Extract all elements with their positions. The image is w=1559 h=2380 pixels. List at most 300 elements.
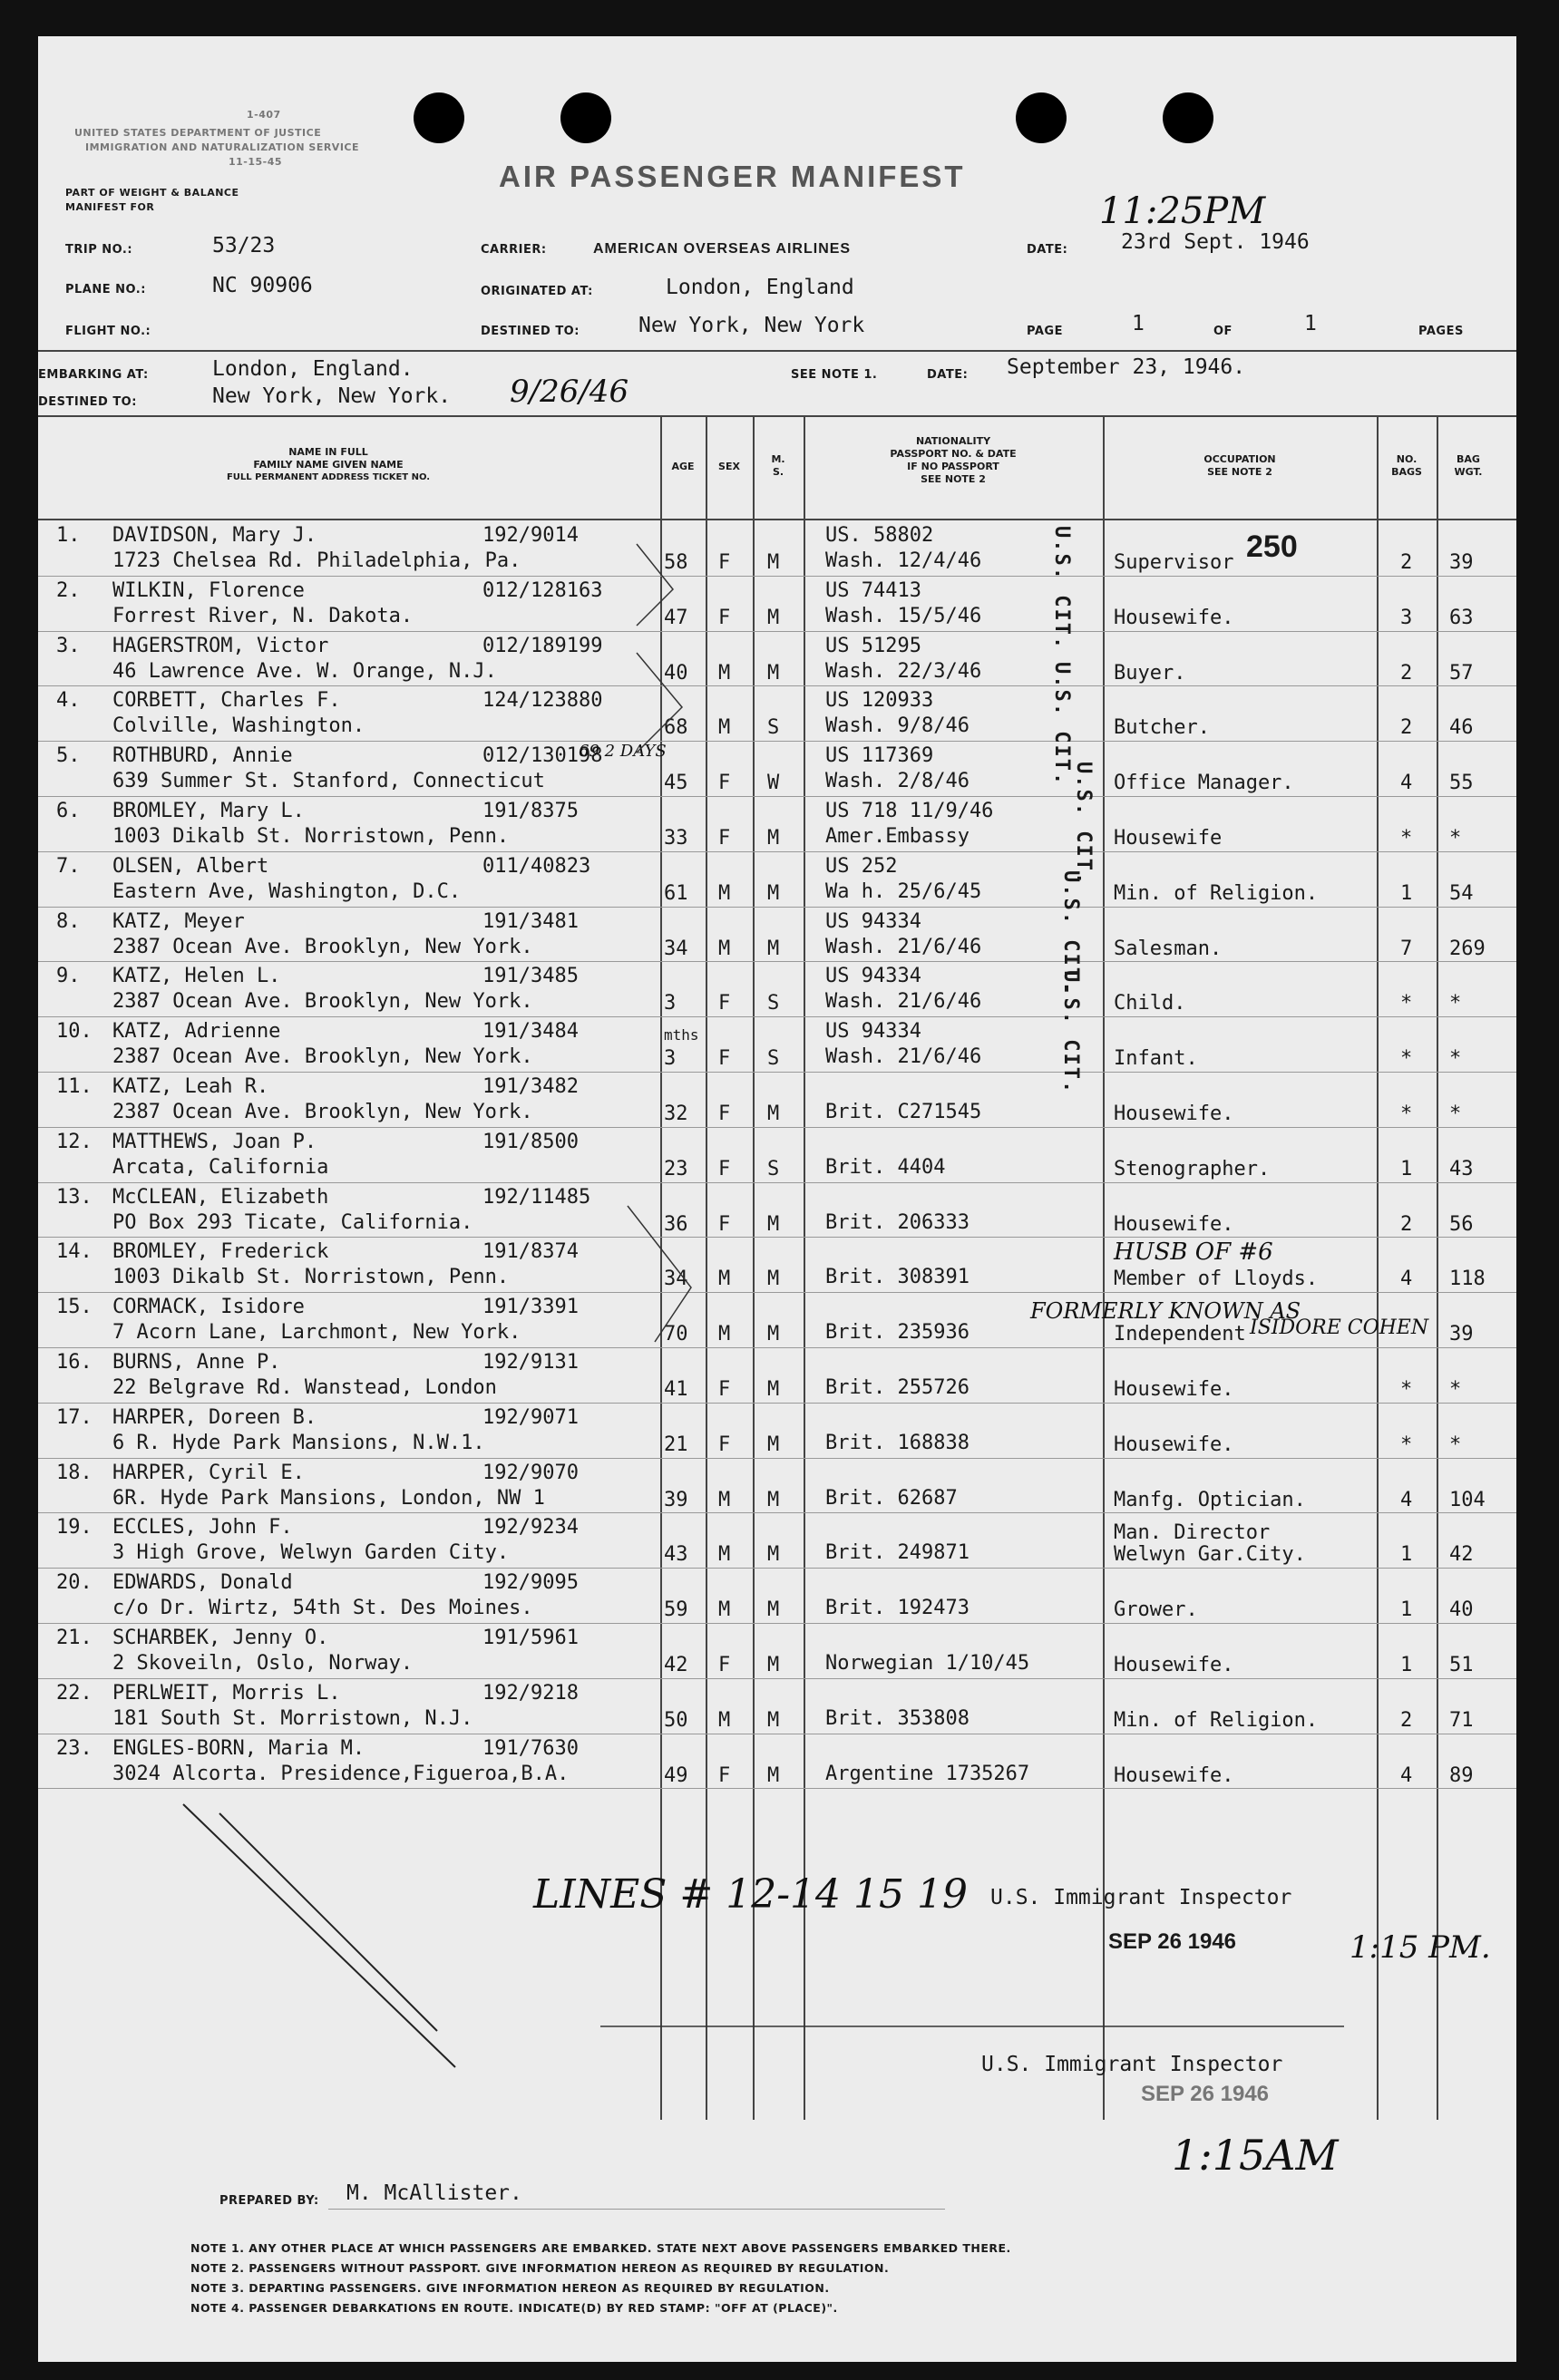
passenger-occupation: Housewife. (1114, 1378, 1234, 1401)
agency-line: UNITED STATES DEPARTMENT OF JUSTICE (74, 127, 322, 139)
passenger-name: MATTHEWS, Joan P. (112, 1130, 317, 1153)
passenger-occupation: Min. of Religion. (1114, 1708, 1319, 1732)
passenger-sex: F (718, 1047, 731, 1071)
passenger-address: Colville, Washington. (112, 714, 365, 738)
cormack-note: FORMERLY KNOWN AS (1030, 1298, 1301, 1324)
handwritten-time: 11:25PM (1099, 190, 1266, 232)
handwritten-date: 9/26/46 (510, 374, 629, 410)
prepared-by-label: PREPARED BY: (219, 2194, 319, 2208)
passenger-age: 68 (664, 716, 688, 740)
passenger-occupation: Grower. (1114, 1598, 1198, 1622)
passenger-marital-status: M (767, 827, 780, 850)
passport-number: US. 58802 (825, 524, 934, 547)
bag-weight: * (1449, 1378, 1462, 1401)
passport-number: US 74413 (825, 578, 921, 602)
ticket-number: 191/3391 (482, 1296, 579, 1319)
passenger-marital-status: S (767, 716, 780, 740)
passenger-sex: M (718, 1323, 731, 1346)
bag-count: 7 (1400, 937, 1413, 960)
ticket-number: 191/3485 (482, 965, 579, 988)
passport-date: Wash. 12/4/46 (825, 549, 982, 572)
row-number: 9. (56, 965, 81, 988)
ticket-number: 192/9234 (482, 1516, 579, 1540)
passenger-name: KATZ, Meyer (112, 909, 245, 933)
passport-number: US 94334 (825, 965, 921, 988)
see-note-label: SEE NOTE 1. (791, 368, 878, 382)
passenger-age: 36 (664, 1212, 688, 1236)
passenger-address: Eastern Ave, Washington, D.C. (112, 879, 462, 903)
passport-date: Wash. 21/6/46 (825, 990, 982, 1014)
passenger-name: BURNS, Anne P. (112, 1351, 281, 1374)
bag-weight: * (1449, 1103, 1462, 1125)
bag-weight: 89 (1449, 1763, 1474, 1787)
passport-date: Brit. 249871 (825, 1541, 970, 1565)
passenger-age: 40 (664, 661, 688, 685)
passenger-age: 47 (664, 606, 688, 629)
bag-count: * (1400, 1433, 1413, 1456)
passenger-marital-status: M (767, 1323, 780, 1346)
passenger-name: DAVIDSON, Mary J. (112, 524, 317, 547)
of-number: 1 (1304, 312, 1317, 335)
embarking: London, England. (212, 357, 414, 381)
ticket-number: 012/189199 (482, 634, 603, 657)
passport-number: US 51295 (825, 634, 921, 657)
row-number: 10. (56, 1020, 93, 1044)
passport-date: Wash. 21/6/46 (825, 935, 982, 958)
bag-weight: 57 (1449, 661, 1474, 685)
col-header-ms: M. S. (771, 453, 785, 478)
inspection-stamp: SEP 26 1946 (1108, 1929, 1237, 1954)
passenger-occupation: Housewife (1114, 827, 1223, 850)
embarking-label: EMBARKING AT: (38, 368, 149, 382)
bag-count: 1 (1400, 1654, 1413, 1676)
bottom-time-note: 1:15AM (1172, 2131, 1339, 2180)
row-number: 22. (56, 1681, 93, 1705)
passenger-sex: F (718, 1378, 731, 1401)
inspector-title: U.S. Immigrant Inspector (990, 1886, 1292, 1909)
passenger-address: 2387 Ocean Ave. Brooklyn, New York. (112, 1045, 533, 1069)
passenger-age: 33 (664, 827, 688, 850)
plane-no-label: PLANE NO.: (65, 283, 146, 296)
passenger-address: 2387 Ocean Ave. Brooklyn, New York. (112, 935, 533, 958)
passport-date: Brit. 4404 (825, 1155, 946, 1179)
trip-no-label: TRIP NO.: (65, 243, 133, 257)
passenger-occupation: Housewife. (1114, 606, 1234, 629)
bag-count: 4 (1400, 1488, 1413, 1511)
passenger-marital-status: M (767, 1543, 780, 1567)
passenger-sex: M (718, 661, 731, 685)
passenger-address: 3 High Grove, Welwyn Garden City. (112, 1541, 510, 1565)
row-number: 5. (56, 744, 81, 768)
row-number: 2. (56, 578, 81, 602)
passenger-age: 61 (664, 881, 688, 905)
passenger-occupation: Child. (1114, 992, 1186, 1015)
passenger-name: WILKIN, Florence (112, 578, 305, 602)
passenger-age: 3 (664, 1047, 677, 1071)
bag-count: 1 (1400, 1157, 1413, 1180)
passenger-marital-status: M (767, 661, 780, 685)
passenger-marital-status: M (767, 1488, 780, 1511)
form-number: 1-407 (247, 109, 281, 121)
passenger-address: 1003 Dikalb St. Norristown, Penn. (112, 1266, 510, 1289)
inspector-title-2: U.S. Immigrant Inspector (981, 2053, 1283, 2076)
bag-weight: 43 (1449, 1157, 1474, 1180)
bag-weight: 63 (1449, 606, 1474, 629)
passenger-sex: F (718, 1103, 731, 1125)
destined: New York, New York (638, 314, 865, 337)
passport-date: Argentine 1735267 (825, 1762, 1030, 1785)
row-number: 13. (56, 1185, 93, 1209)
bag-count: * (1400, 992, 1413, 1015)
passport-date: Brit. 206333 (825, 1210, 970, 1234)
ticket-number: 012/130198 (482, 744, 603, 768)
passenger-address: 1003 Dikalb St. Norristown, Penn. (112, 825, 510, 848)
passenger-address: 46 Lawrence Ave. W. Orange, N.J. (112, 659, 497, 683)
row-number: 12. (56, 1130, 93, 1153)
passenger-occupation: Butcher. (1114, 716, 1210, 740)
passenger-marital-status: M (767, 551, 780, 574)
row-number: 15. (56, 1296, 93, 1319)
passenger-marital-status: M (767, 606, 780, 629)
bag-count: 1 (1400, 881, 1413, 905)
passport-number: US 120933 (825, 689, 934, 713)
row-number: 18. (56, 1461, 93, 1484)
prepared-by: M. McAllister. (346, 2181, 522, 2205)
ticket-number: 191/7630 (482, 1736, 579, 1760)
col-header-age: AGE (671, 461, 695, 472)
passport-date: Wa h. 25/6/45 (825, 879, 982, 903)
passport-date: Wash. 22/3/46 (825, 659, 982, 683)
passenger-sex: M (718, 937, 731, 960)
flight-no-label: FLIGHT NO.: (65, 325, 151, 338)
ticket-number: 192/11485 (482, 1185, 591, 1209)
passenger-sex: M (718, 1488, 731, 1511)
us-cit-stamp: U.S. CIT. (1050, 662, 1073, 787)
passenger-name: HARPER, Doreen B. (112, 1405, 317, 1429)
bag-count: 1 (1400, 1543, 1413, 1567)
passport-number: US 94334 (825, 909, 921, 933)
passport-date: Amer.Embassy (825, 825, 970, 848)
bag-count: * (1400, 827, 1413, 850)
passenger-address: 3024 Alcorta. Presidence,Figueroa,B.A. (112, 1762, 570, 1785)
ticket-number: 191/3484 (482, 1020, 579, 1044)
passenger-name: OLSEN, Albert (112, 854, 269, 878)
passenger-name: BROMLEY, Mary L. (112, 800, 305, 822)
passenger-marital-status: S (767, 992, 780, 1015)
passenger-sex: M (718, 1598, 731, 1622)
passenger-address: 7 Acorn Lane, Larchmont, New York. (112, 1321, 521, 1345)
corbett-note: 69 2 DAYS (579, 742, 667, 761)
bag-count: 2 (1400, 661, 1413, 685)
ticket-number: 191/8500 (482, 1130, 579, 1153)
passenger-marital-status: M (767, 1708, 780, 1732)
originated: London, England (666, 276, 854, 299)
bag-count: 4 (1400, 772, 1413, 795)
ticket-number: 124/123880 (482, 689, 603, 713)
ticket-number: 192/9131 (482, 1351, 579, 1374)
passport-date: Wash. 21/6/46 (825, 1045, 982, 1069)
bag-count: 1 (1400, 1598, 1413, 1622)
ticket-number: 012/128163 (482, 578, 603, 602)
manifest-sheet (38, 36, 1516, 2362)
ticket-number: 192/9095 (482, 1571, 579, 1595)
col-header-nationality: NATIONALITY PASSPORT NO. & DATE IF NO PASSPORT SEE NOTE 2 (890, 435, 1017, 485)
bag-weight: 46 (1449, 716, 1474, 740)
bag-weight: 40 (1449, 1598, 1474, 1622)
carrier-label: CARRIER: (481, 243, 547, 257)
passenger-age-unit: mths (664, 1026, 699, 1044)
bag-count: 2 (1400, 551, 1413, 574)
col-header-name: NAME IN FULL FAMILY NAME GIVEN NAME FULL PERMANENT ADDRESS TICKET NO. (226, 446, 431, 482)
ticket-number: 192/9014 (482, 524, 579, 547)
lines-note: LINES # 12-14 15 19 (533, 1871, 968, 1918)
passenger-sex: F (718, 606, 731, 629)
passenger-sex: M (718, 1268, 731, 1291)
row-number: 21. (56, 1627, 93, 1649)
ticket-number: 192/9070 (482, 1461, 579, 1484)
ticket-number: 011/40823 (482, 854, 591, 878)
us-cit-stamp: U.S. CIT. (1059, 970, 1082, 1095)
passenger-sex: M (718, 716, 731, 740)
passenger-name: EDWARDS, Donald (112, 1571, 293, 1595)
passenger-occupation: Salesman. (1114, 937, 1223, 960)
passenger-marital-status: M (767, 1268, 780, 1291)
part-of-label: PART OF WEIGHT & BALANCE (65, 187, 239, 199)
passenger-name: McCLEAN, Elizabeth (112, 1185, 329, 1209)
inspection-stamp-2: SEP 26 1946 (1141, 2082, 1270, 2106)
passenger-occupation: Housewife. (1114, 1433, 1234, 1456)
passport-date: Norwegian 1/10/45 (825, 1652, 1030, 1675)
row-number: 19. (56, 1516, 93, 1540)
row-number: 14. (56, 1240, 93, 1264)
passport-date: Wash. 9/8/46 (825, 714, 970, 738)
passenger-age: 39 (664, 1488, 688, 1511)
pen-marks (38, 36, 1516, 2362)
passenger-occupation: Housewife. (1114, 1763, 1234, 1787)
passenger-name: ENGLES-BORN, Maria M. (112, 1736, 365, 1760)
bag-weight: 269 (1449, 937, 1486, 960)
passenger-address: Forrest River, N. Dakota. (112, 604, 414, 627)
passenger-occupation: Housewife. (1114, 1654, 1234, 1676)
passenger-occupation: Office Manager. (1114, 772, 1294, 795)
page-label: PAGE (1027, 325, 1063, 338)
supervisor-weight-note: 250 (1246, 529, 1298, 564)
passport-date: Wash. 2/8/46 (825, 770, 970, 793)
signature-line (328, 2209, 945, 2210)
passenger-sex: F (718, 551, 731, 574)
row-number: 3. (56, 634, 81, 657)
passenger-name: HAGERSTROM, Victor (112, 634, 329, 657)
passenger-sex: F (718, 1763, 731, 1787)
passenger-address: 181 South St. Morristown, N.J. (112, 1706, 473, 1730)
passport-date: Brit. 168838 (825, 1431, 970, 1454)
bag-weight: 118 (1449, 1268, 1486, 1291)
passenger-sex: F (718, 1654, 731, 1676)
passenger-address: 6R. Hyde Park Mansions, London, NW 1 (112, 1486, 545, 1510)
passport-date: Wash. 15/5/46 (825, 604, 982, 627)
passenger-marital-status: W (767, 772, 780, 795)
date-label: DATE: (1027, 243, 1068, 257)
bag-weight: * (1449, 1047, 1462, 1071)
passenger-marital-status: M (767, 1212, 780, 1236)
passenger-marital-status: S (767, 1047, 780, 1071)
passenger-occupation: Member of Lloyds. (1114, 1268, 1319, 1291)
passenger-sex: F (718, 992, 731, 1015)
bag-count: 4 (1400, 1268, 1413, 1291)
passenger-age: 23 (664, 1157, 688, 1180)
passenger-age: 49 (664, 1763, 688, 1787)
bag-weight: 39 (1449, 1323, 1474, 1346)
passenger-marital-status: M (767, 1378, 780, 1401)
passenger-sex: F (718, 1433, 731, 1456)
bag-weight: 51 (1449, 1654, 1474, 1676)
us-cit-stamp: U.S. CIT. (1050, 526, 1073, 651)
col-header-weight: BAG WGT. (1454, 453, 1483, 478)
passenger-marital-status: M (767, 1598, 780, 1622)
bag-count: 2 (1400, 1708, 1413, 1732)
passenger-marital-status: S (767, 1157, 780, 1180)
passenger-age: 21 (664, 1433, 688, 1456)
passport-date: Brit. 235936 (825, 1321, 970, 1345)
manifest-for-label: MANIFEST FOR (65, 201, 155, 213)
passenger-address: 2387 Ocean Ave. Brooklyn, New York. (112, 990, 533, 1014)
col-header-bags: NO. BAGS (1391, 453, 1422, 478)
passenger-occupation: Manfg. Optician. (1114, 1488, 1306, 1511)
note-2: NOTE 2. PASSENGERS WITHOUT PASSPORT. GIVE INFORMATION HEREON AS REQUIRED BY REGULATION. (190, 2261, 890, 2275)
time-note: 1:15 PM. (1350, 1929, 1491, 1966)
passenger-address: 2387 Ocean Ave. Brooklyn, New York. (112, 1101, 533, 1123)
row-number: 4. (56, 689, 81, 713)
row-number: 20. (56, 1571, 93, 1595)
of-label: OF (1213, 325, 1233, 338)
bag-count: 3 (1400, 606, 1413, 629)
agency-line: IMMIGRATION AND NATURALIZATION SERVICE (85, 141, 360, 153)
col-header-sex: SEX (718, 461, 740, 472)
passenger-name: KATZ, Leah R. (112, 1075, 269, 1098)
passenger-name: KATZ, Helen L. (112, 965, 281, 988)
passenger-name: ROTHBURD, Annie (112, 744, 293, 768)
passenger-age: 34 (664, 1268, 688, 1291)
bag-count: * (1400, 1047, 1413, 1071)
passenger-address: Arcata, California (112, 1155, 329, 1179)
trip-no: 53/23 (212, 234, 276, 257)
passenger-occupation-2: Welwyn Gar.City. (1114, 1543, 1306, 1567)
row-number: 6. (56, 800, 81, 822)
us-cit-stamp: U.S. CIT. (1059, 870, 1082, 996)
passenger-sex: F (718, 827, 731, 850)
row-number: 1. (56, 524, 81, 547)
passenger-age: 32 (664, 1103, 688, 1125)
destined2-label: DESTINED TO: (38, 395, 137, 409)
passenger-age: 58 (664, 551, 688, 574)
bag-weight: 42 (1449, 1543, 1474, 1567)
bag-weight: 54 (1449, 881, 1474, 905)
row-number: 16. (56, 1351, 93, 1374)
bag-weight: 71 (1449, 1708, 1474, 1732)
passenger-sex: M (718, 1543, 731, 1567)
passenger-sex: F (718, 1212, 731, 1236)
bag-weight: 104 (1449, 1488, 1486, 1511)
cormack-note-2: ISIDORE COHEN (1250, 1316, 1429, 1339)
passenger-marital-status: M (767, 937, 780, 960)
ticket-number: 191/8375 (482, 800, 579, 822)
passenger-age: 45 (664, 772, 688, 795)
destined-label: DESTINED TO: (481, 325, 580, 338)
passenger-address: PO Box 293 Ticate, California. (112, 1210, 473, 1234)
row-number: 8. (56, 909, 81, 933)
passenger-address: 639 Summer St. Stanford, Connecticut (112, 770, 545, 793)
form-date: 11-15-45 (229, 156, 283, 168)
passenger-sex: M (718, 1708, 731, 1732)
passport-date: Brit. 255726 (825, 1376, 970, 1399)
bag-count: * (1400, 1103, 1413, 1125)
passenger-name: SCHARBEK, Jenny O. (112, 1627, 329, 1649)
passenger-age: 43 (664, 1543, 688, 1567)
passenger-marital-status: M (767, 1654, 780, 1676)
passenger-address: 6 R. Hyde Park Mansions, N.W.1. (112, 1431, 485, 1454)
passenger-name: PERLWEIT, Morris L. (112, 1681, 341, 1705)
row-number: 23. (56, 1736, 93, 1760)
row-number: 7. (56, 854, 81, 878)
passenger-name: ECCLES, John F. (112, 1516, 293, 1540)
passenger-address: 1723 Chelsea Rd. Philadelphia, Pa. (112, 549, 521, 572)
note-3: NOTE 3. DEPARTING PASSENGERS. GIVE INFORMATION HEREON AS REQUIRED BY REGULATION. (190, 2281, 830, 2295)
passenger-age: 34 (664, 937, 688, 960)
destined2: New York, New York. (212, 384, 452, 408)
passenger-age: 3 (664, 992, 677, 1015)
bag-weight: 56 (1449, 1212, 1474, 1236)
bag-weight: 55 (1449, 772, 1474, 795)
passenger-name: KATZ, Adrienne (112, 1020, 281, 1044)
page-title: AIR PASSENGER MANIFEST (499, 160, 966, 193)
date2-label: DATE: (927, 368, 969, 382)
ticket-number: 191/5961 (482, 1627, 579, 1649)
passenger-name: BROMLEY, Frederick (112, 1240, 329, 1264)
date: 23rd Sept. 1946 (1121, 230, 1310, 254)
ticket-number: 192/9071 (482, 1405, 579, 1429)
date2: September 23, 1946. (1007, 355, 1246, 379)
us-cit-stamp: U.S. CIT. (1072, 762, 1095, 887)
passport-date: Brit. 62687 (825, 1486, 958, 1510)
bag-count: 2 (1400, 1212, 1413, 1236)
bag-count: 4 (1400, 1763, 1413, 1787)
carrier: AMERICAN OVERSEAS AIRLINES (593, 241, 852, 257)
bag-weight: * (1449, 1433, 1462, 1456)
passenger-marital-status: M (767, 1103, 780, 1125)
passenger-age: 59 (664, 1598, 688, 1622)
ticket-number: 191/3482 (482, 1075, 579, 1098)
passenger-occupation: Supervisor (1114, 551, 1234, 574)
note-1: NOTE 1. ANY OTHER PLACE AT WHICH PASSENGERS ARE EMBARKED. STATE NEXT ABOVE PASSENGERS EMBARKED THERE. (190, 2241, 1011, 2255)
ticket-number: 191/8374 (482, 1240, 579, 1264)
pages-label: PAGES (1418, 325, 1464, 338)
passenger-name: CORMACK, Isidore (112, 1296, 305, 1319)
passenger-address: 2 Skoveiln, Oslo, Norway. (112, 1652, 414, 1675)
bag-count: * (1400, 1378, 1413, 1401)
passenger-occupation: Housewife. (1114, 1103, 1234, 1125)
col-header-occupation: OCCUPATION SEE NOTE 2 (1203, 453, 1276, 478)
passport-date: Brit. 353808 (825, 1706, 970, 1730)
passport-number: US 117369 (825, 744, 934, 768)
passenger-occupation: Buyer. (1114, 661, 1186, 685)
passenger-name: HARPER, Cyril E. (112, 1461, 305, 1484)
passenger-occupation: Stenographer. (1114, 1157, 1271, 1180)
passport-number: US 718 11/9/46 (825, 800, 994, 822)
passenger-marital-status: M (767, 1763, 780, 1787)
passenger-occupation: Man. Director (1114, 1521, 1271, 1545)
bag-weight: 39 (1449, 551, 1474, 574)
passenger-occupation: Infant. (1114, 1047, 1198, 1071)
